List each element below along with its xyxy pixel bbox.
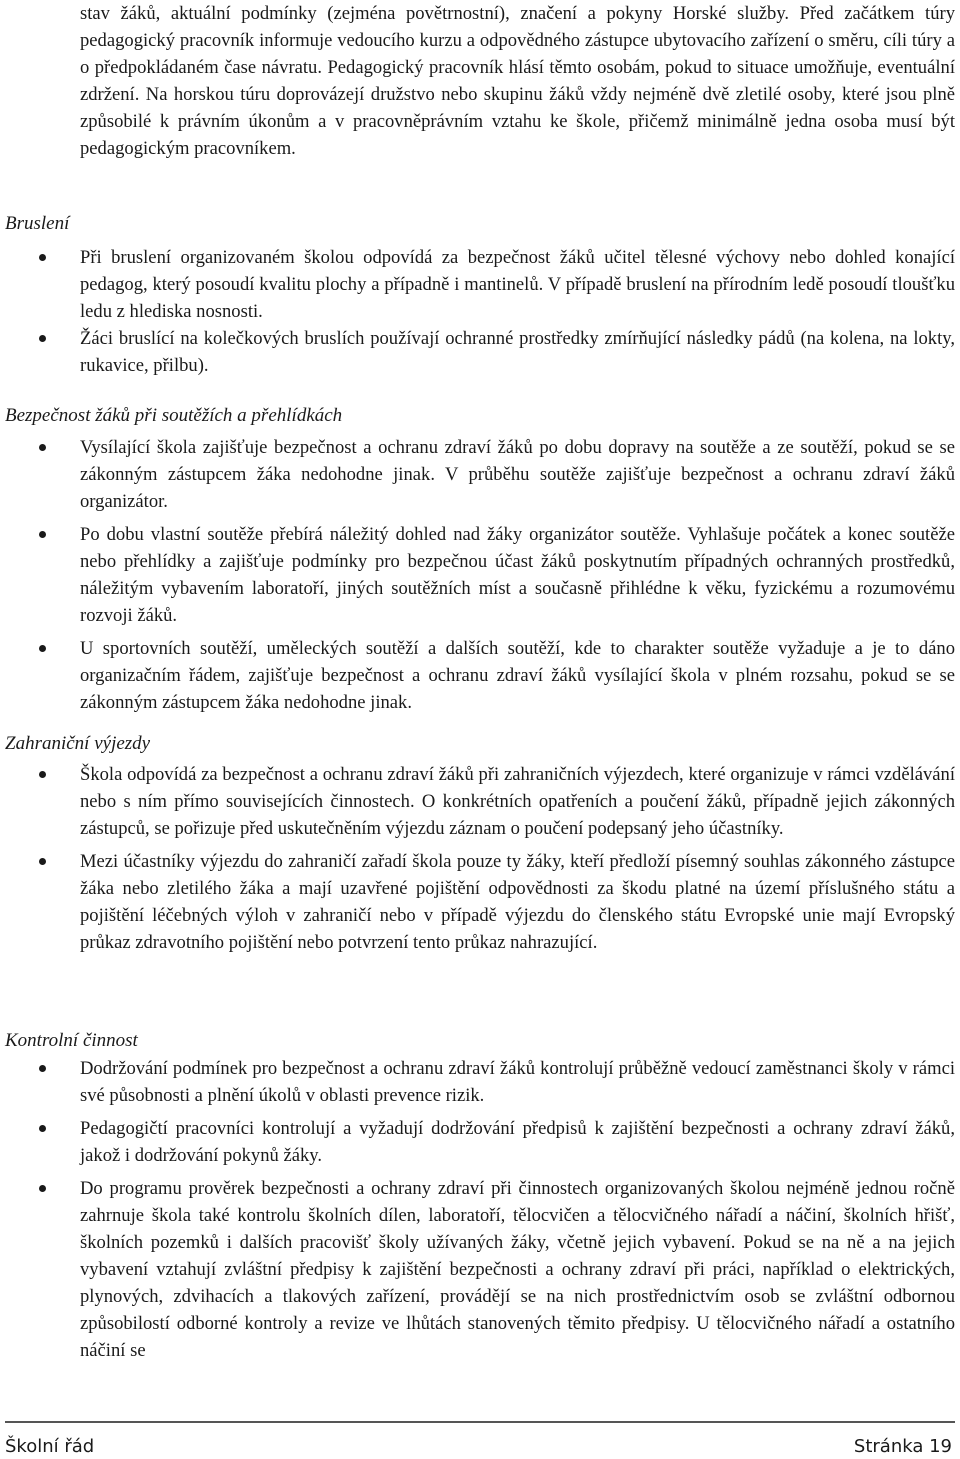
bullet-icon [39,771,46,778]
list-bezpecnost-souteze [0,434,955,716]
footer-document-title: Školní řád [5,1436,95,1457]
list-item: Vysílající škola zajišťuje bezpečnost a ochranu zdraví žáků po dobu dopravy na soutěže a ze soutěží, pokud se se zákonným zástupcem žáka nedohodne jinak. V průběhu soutěže zajišťuje bezpečnost a ochranu zdraví žáků organizátor. [0,434,955,515]
list-item: U sportovních soutěží, uměleckých soutěží a dalších soutěží, kde to charakter soutěže vyžaduje a je to dáno organizačním řádem, zajišťuje bezpečnost a ochranu zdraví žáků vysílající škola v plném rozsahu, pokud se se zákonným zástupcem žáka nedohodne jinak. [0,635,955,716]
bullet-icon [39,645,46,652]
heading-bezpecnost-souteze: Bezpečnost žáků při soutěžích a přehlídkách [5,405,343,426]
bullet-icon [39,254,46,261]
continuation-paragraph: stav žáků, aktuální podmínky (zejména povětrnostní), značení a pokyny Horské služby. Před začátkem túry pedagogický pracovník informuje vedoucího kurzu a odpovědného zástupce ubytovacího zařízení o směru, cíli túry a o předpokládaném čase návratu. Pedagogický pracovník hlásí těmto osobám, pokud to situace umožňuje, eventuální zdržení. Na horskou túru doprovázejí družstvo nebo skupinu žáků vždy nejméně dvě zletilé osoby, které jsou plně způsobilé k právním úkonům a v pracovněprávním vztahu ke škole, přičemž minimálně jedna osoba musí být pedagogickým pracovníkem. [80,3,955,159]
bullet-icon [39,444,46,451]
bullet-icon [39,1125,46,1132]
bullet-icon [39,335,46,342]
list-kontrolni-cinnost [0,1055,955,1364]
list-item: Do programu prověrek bezpečnosti a ochrany zdraví při činnostech organizovaných školou nejméně jednou ročně zahrnuje škola také kontrolu školních dílen, laboratoří, tělocvičen a tělocvičného nářadí a náčiní, školních hřišť, školních pozemků i dalších pracovišť školy užívaných žáky, včetně jejich vybavení. Pokud se na ně a na jejich vybavení vztahují zvláštní předpisy k zajištění bezpečnosti a ochrany zdraví při práci, například o elektrických, plynových, zdvihacích a tlakových zařízení, provádějí se na nich prostřednictvím osob se zvláštní odbornou způsobilostí odborné kontroly a revize ve lhůtách stanovených těmito předpisy. U tělocvičného nářadí a ostatního náčiní se [0,1175,955,1364]
bullet-icon [39,1185,46,1192]
heading-zahranicni-vyjezdy: Zahraniční výjezdy [5,733,151,754]
bullet-icon [39,858,46,865]
list-zahranicni-vyjezdy [0,761,955,956]
list-item: Žáci bruslící na kolečkových bruslích používají ochranné prostředky zmírňující následky pádů (na kolena, na lokty, rukavice, přilbu). [0,325,955,379]
list-item: Pedagogičtí pracovníci kontrolují a vyžadují dodržování předpisů k zajištění bezpečnosti a ochrany zdraví žáků, jakož i dodržování pokynů žáky. [0,1115,955,1169]
heading-kontrolni-cinnost: Kontrolní činnost [5,1030,138,1051]
footer-divider [5,1421,955,1423]
list-bruslení [0,244,955,379]
footer-page-number: Stránka 19 [853,1436,952,1457]
bullet-icon [39,1065,46,1072]
bullet-icon [39,531,46,538]
list-item: Dodržování podmínek pro bezpečnost a ochranu zdraví žáků kontrolují průběžně vedoucí zaměstnanci školy v rámci své působnosti a plnění úkolů v oblasti prevence rizik. [0,1055,955,1109]
list-item: Mezi účastníky výjezdu do zahraničí zařadí škola pouze ty žáky, kteří předloží písemný souhlas zákonného zástupce žáka nebo zletilého žáka a mají uzavřené pojištění odpovědnosti za škodu platné na území příslušného státu a pojištění léčebných výloh v zahraničí nebo v případě výjezdu do členského státu Evropské unie mají Evropský průkaz zdravotního pojištění nebo potvrzení tento průkaz nahrazující. [0,848,955,956]
list-item: Při bruslení organizovaném školou odpovídá za bezpečnost žáků učitel tělesné výchovy nebo dohled konající pedagog, který posoudí kvalitu plochy a případně i mantinelů. V případě bruslení na přírodním ledě posoudí tloušťku ledu z hlediska nosnosti. [0,244,955,325]
list-item: Po dobu vlastní soutěže přebírá náležitý dohled nad žáky organizátor soutěže. Vyhlašuje počátek a konec soutěže nebo přehlídky a zajišťuje podmínky pro bezpečnou účast žáků poskytnutím případných ochranných prostředků, náležitým vybavením laboratoří, jiných soutěžních míst a současně přihlédne k věku, fyzickému a rozumovému rozvoji žáků. [0,521,955,629]
list-item: Škola odpovídá za bezpečnost a ochranu zdraví žáků při zahraničních výjezdech, které organizuje v rámci vzdělávání nebo s ním přímo souvisejících činnostech. O konkrétních opatřeních a poučení žáků, případně jejich zákonných zástupců, se pořizuje před uskutečněním výjezdu záznam o poučení podepsaný jeho účastníky. [0,761,955,842]
heading-bruslení: Bruslení [5,213,70,234]
